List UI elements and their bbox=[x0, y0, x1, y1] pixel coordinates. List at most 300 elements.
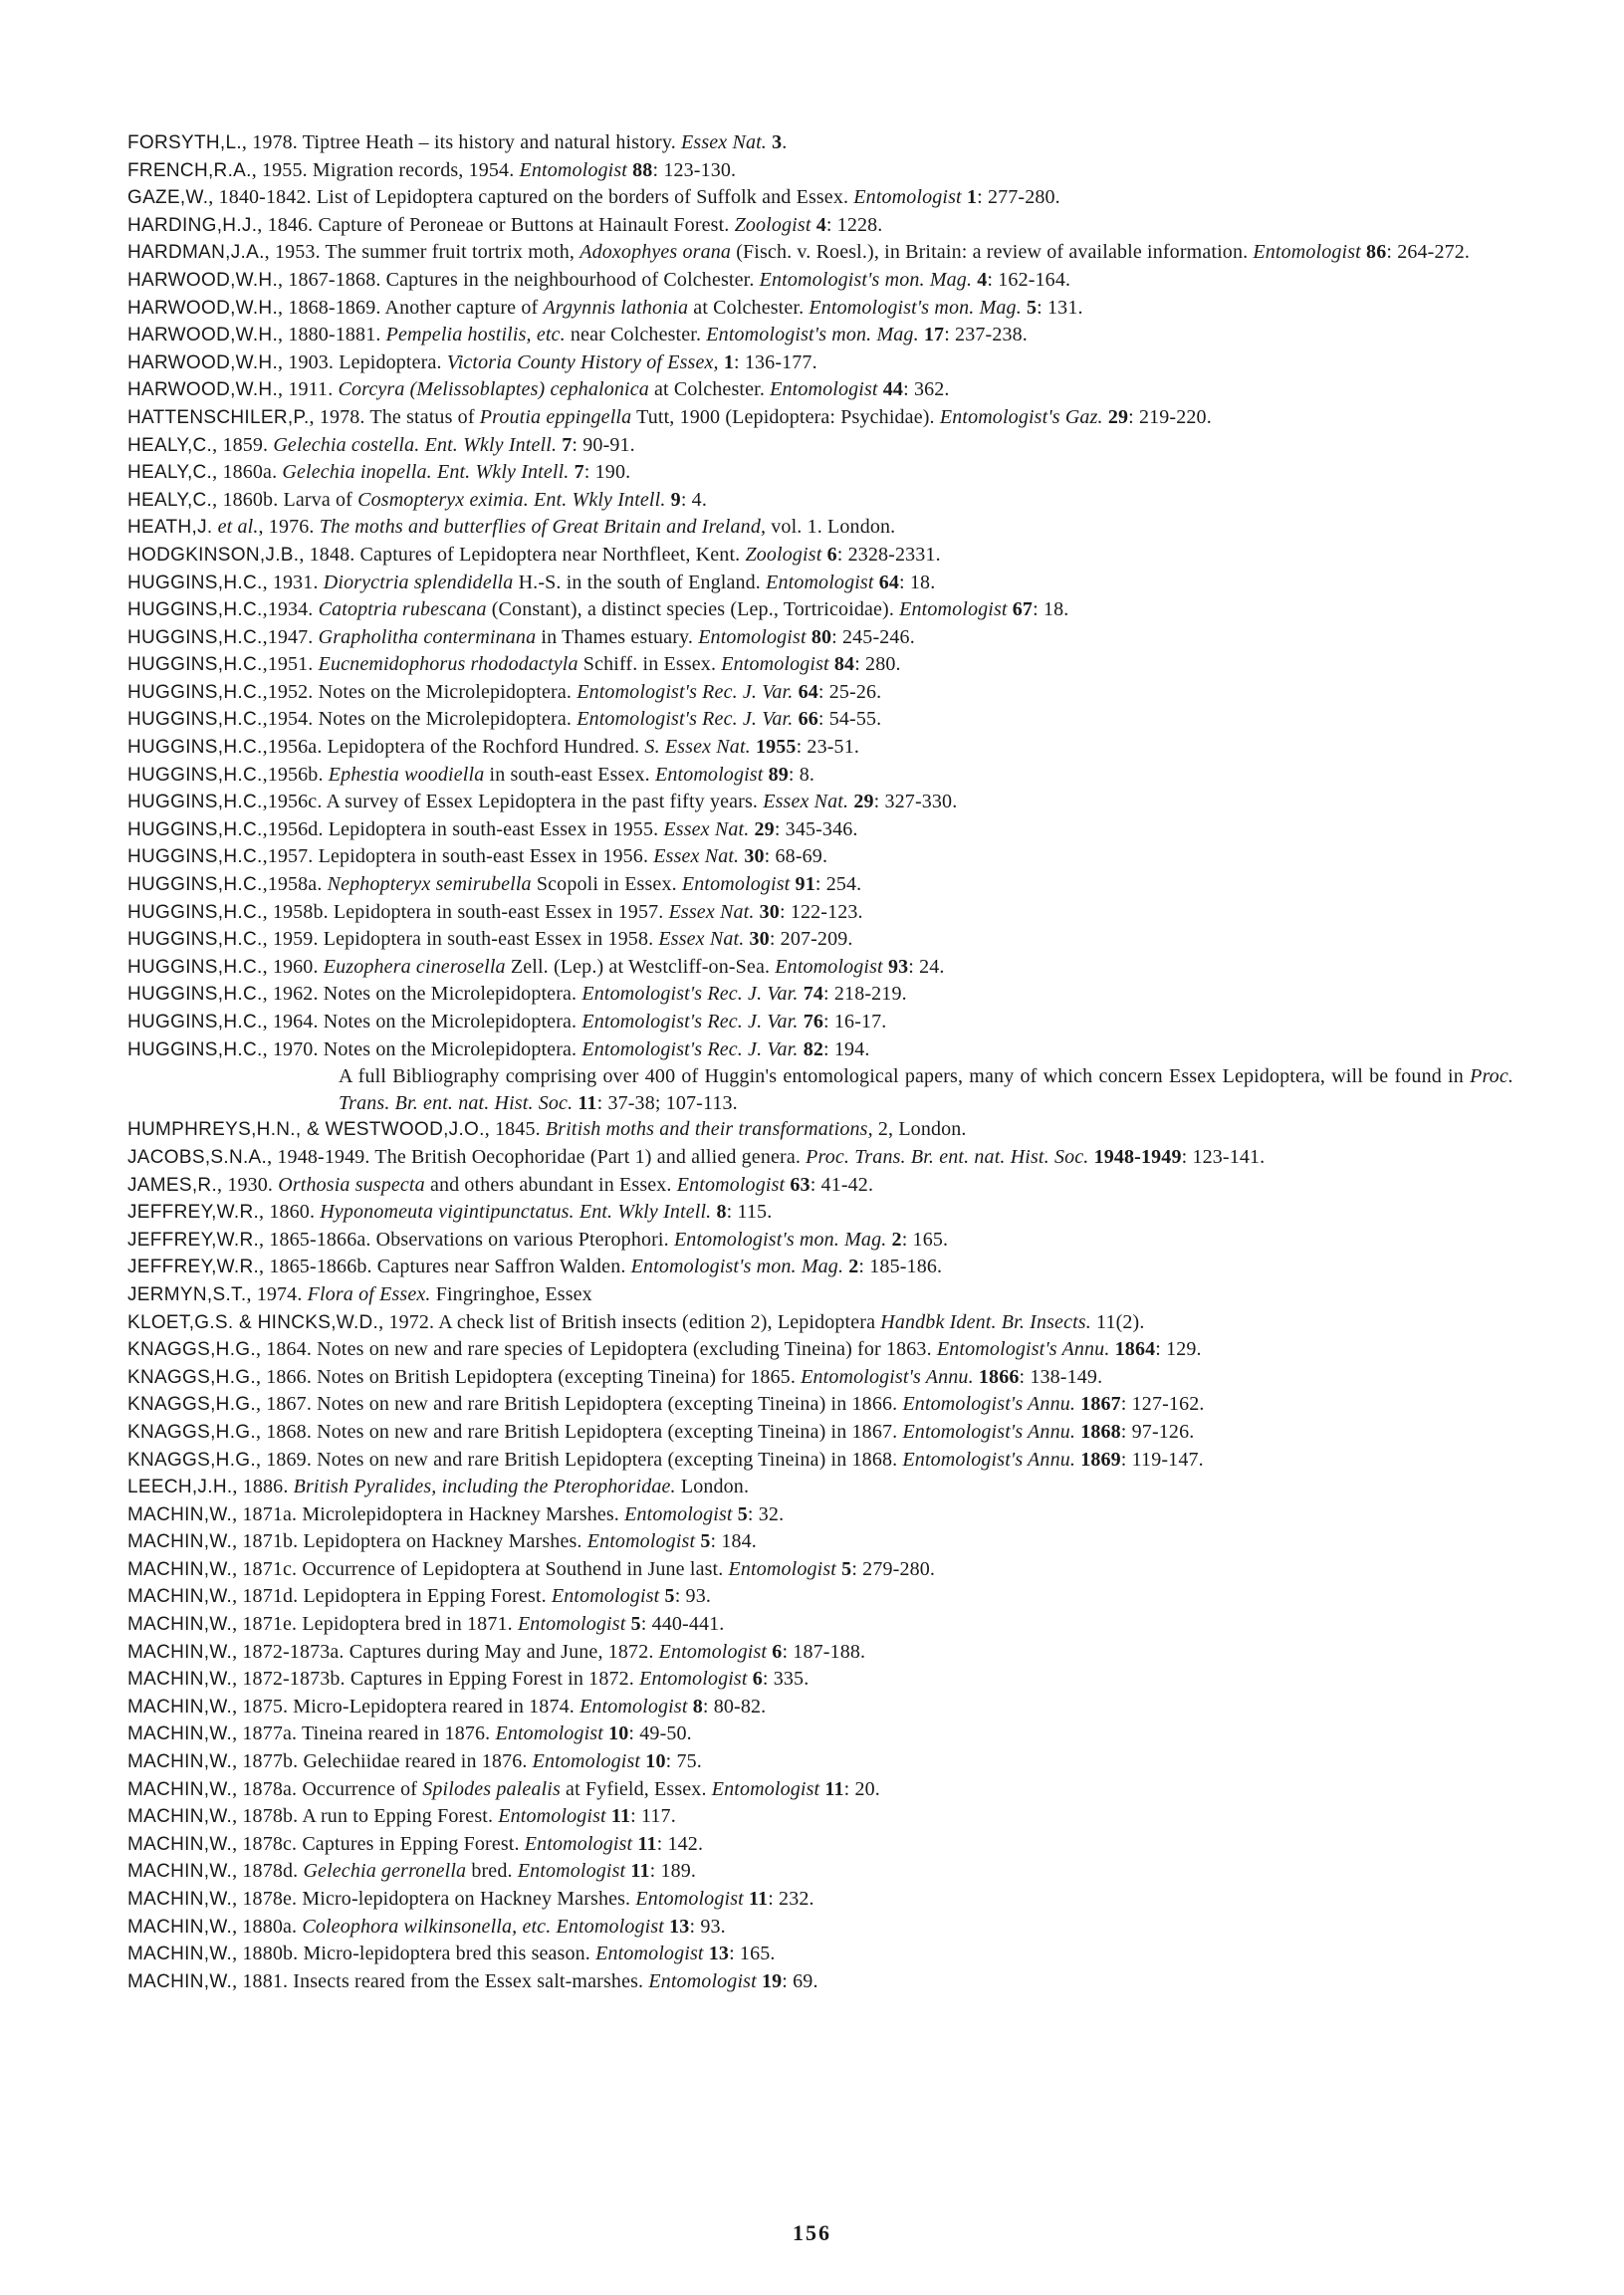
entry-text: , 1860. bbox=[259, 1201, 321, 1224]
bibliography-entry bbox=[127, 1281, 1513, 1309]
entry-volume: 5 bbox=[700, 1530, 711, 1553]
bibliography-entry bbox=[127, 1968, 1513, 1996]
entry-volume: 11 bbox=[610, 1805, 631, 1828]
entry-italic-text: Proutia eppingella bbox=[479, 405, 632, 428]
entry-italic-text: Entomologist bbox=[853, 186, 962, 209]
entry-italic-text: Zoologist bbox=[734, 213, 812, 236]
entry-text: , 1962. Notes on the Microlepidoptera. bbox=[262, 983, 582, 1006]
entry-text: : 187-188. bbox=[782, 1640, 866, 1663]
entry-text: : 4. bbox=[680, 488, 707, 511]
entry-text: : 32. bbox=[747, 1502, 785, 1525]
entry-author: HARWOOD,W.H. bbox=[127, 351, 279, 373]
bibliography-entry bbox=[127, 843, 1513, 871]
entry-italic-text: Gelechia inopella. Ent. Wkly Intell. bbox=[282, 461, 570, 484]
entry-volume: 19 bbox=[761, 1969, 783, 1992]
entry-text: , 1964. Notes on the Microlepidoptera. bbox=[262, 1011, 582, 1033]
entry-italic-text: S. Essex Nat. bbox=[644, 736, 751, 759]
entry-author: JEFFREY,W.R. bbox=[127, 1257, 260, 1278]
entry-text: : 115. bbox=[726, 1201, 773, 1224]
entry-text: : 49-50. bbox=[628, 1722, 692, 1745]
entry-text: , 1848. Captures of Lepidoptera near Northfleet, Kent. bbox=[299, 543, 746, 566]
entry-italic-text: British moths and their transformations, bbox=[545, 1118, 873, 1141]
entry-text: : 25-26. bbox=[817, 680, 882, 703]
entry-text: , 1948-1949. The British Oecophoridae (Part 1) and allied genera. bbox=[267, 1145, 807, 1168]
entry-italic-text: Zoologist bbox=[745, 543, 822, 566]
entry-text: : 345-346. bbox=[774, 817, 858, 840]
entry-text: ,1934. bbox=[262, 598, 319, 621]
entry-author: KNAGGS,H.G. bbox=[127, 1421, 256, 1443]
entry-text: . bbox=[782, 131, 788, 153]
entry-volume: 1869 bbox=[1080, 1448, 1121, 1471]
entry-italic-text: Entomologist bbox=[517, 1860, 626, 1883]
entry-author: KNAGGS,H.G. bbox=[127, 1394, 256, 1416]
entry-italic-text: Entomologist bbox=[775, 955, 883, 978]
entry-volume: 1948-1949 bbox=[1093, 1145, 1182, 1168]
entry-author: HARDMAN,J.A. bbox=[127, 242, 265, 264]
entry-author: HUGGINS,H.C. bbox=[127, 1012, 263, 1033]
entry-author: HUGGINS,H.C. bbox=[127, 818, 263, 840]
entry-italic-text: Essex Nat. bbox=[653, 845, 740, 868]
entry-italic-text: Entomologist's mon. Mag. bbox=[809, 296, 1022, 319]
entry-italic-text: Entomologist bbox=[524, 1832, 633, 1855]
entry-volume: 66 bbox=[798, 708, 818, 731]
entry-italic-text: Entomologist bbox=[519, 158, 627, 181]
bibliography-entry bbox=[127, 349, 1513, 377]
entry-italic-text: Entomologist's Annu. bbox=[936, 1338, 1110, 1361]
entry-author: HUGGINS,H.C. bbox=[127, 901, 263, 923]
entry-text: , 1845. bbox=[484, 1118, 546, 1141]
entry-author: HUGGINS,H.C. bbox=[127, 984, 263, 1006]
entry-text: vol. 1. London. bbox=[766, 516, 896, 539]
entry-author: KNAGGS,H.G. bbox=[127, 1449, 256, 1471]
entry-volume: 64 bbox=[798, 680, 818, 703]
bibliography-entry bbox=[127, 1419, 1513, 1447]
entry-volume: 64 bbox=[878, 571, 900, 593]
entry-text: , 1878b. A run to Epping Forest. bbox=[232, 1805, 499, 1828]
entry-author: HUGGINS,H.C. bbox=[127, 874, 263, 896]
entry-italic-text: Entomologist bbox=[556, 1915, 664, 1938]
entry-text: , 1871a. Microlepidoptera in Hackney Marshes. bbox=[232, 1502, 625, 1525]
entry-author: MACHIN,W. bbox=[127, 1586, 233, 1608]
bibliography-entry bbox=[127, 542, 1513, 570]
entry-italic-text: Nephopteryx semirubella bbox=[327, 873, 532, 896]
entry-volume: 67 bbox=[1012, 598, 1034, 621]
entry-author: HARWOOD,W.H. bbox=[127, 325, 279, 346]
entry-italic-text: Entomologist bbox=[1253, 241, 1361, 264]
entry-italic-text: Entomologist bbox=[595, 1943, 704, 1965]
bibliography-entry bbox=[127, 570, 1513, 597]
entry-volume: 4 bbox=[815, 213, 826, 236]
entry-text: : 18. bbox=[1033, 598, 1069, 621]
entry-text: , 1881. Insects reared from the Essex salt-marshes. bbox=[232, 1969, 649, 1992]
entry-italic-text: Entomologist bbox=[711, 1777, 820, 1800]
entry-text: (Constant), a distinct species (Lep., Tortricoidae). bbox=[486, 598, 900, 621]
bibliography-entry bbox=[127, 762, 1513, 790]
bibliography-entry bbox=[127, 1776, 1513, 1804]
entry-text: , 1867. Notes on new and rare British Lepidoptera (excepting Tineina) in 1866. bbox=[255, 1393, 903, 1416]
bibliography-entry bbox=[127, 1447, 1513, 1475]
entry-italic-text: Gelechia costella. Ent. Wkly Intell. bbox=[273, 433, 558, 456]
entry-volume: 44 bbox=[882, 378, 904, 401]
entry-italic-text: Entomologist bbox=[676, 1173, 786, 1196]
entry-volume: 63 bbox=[790, 1173, 811, 1196]
entry-text: ,1956a. Lepidoptera of the Rochford Hundred. bbox=[262, 736, 645, 759]
entry-italic-text: Essex Nat. bbox=[668, 900, 755, 923]
entry-author: KLOET,G.S. & HINCKS,W.D. bbox=[127, 1311, 379, 1333]
entry-author: JAMES,R. bbox=[127, 1174, 218, 1196]
entry-volume: 11 bbox=[578, 1091, 597, 1114]
entry-italic-text: Ephestia woodiella bbox=[328, 763, 485, 786]
entry-author: HUGGINS,H.C. bbox=[127, 764, 263, 786]
entry-author: HARWOOD,W.H. bbox=[127, 297, 279, 319]
bibliography-entry bbox=[127, 239, 1513, 267]
entry-author: HARDING,H.J. bbox=[127, 214, 258, 236]
entry-text: ,1957. Lepidoptera in south-east Essex in 1956. bbox=[262, 845, 654, 868]
entry-text: , 1846. Capture of Peroneae or Buttons at Hainault Forest. bbox=[257, 213, 735, 236]
bibliography-entry bbox=[127, 1336, 1513, 1364]
entry-volume: 93 bbox=[887, 955, 909, 978]
entry-italic-text: Entomologist bbox=[654, 763, 764, 786]
entry-text: : 18. bbox=[899, 571, 936, 593]
entry-italic-text: Grapholitha conterminana bbox=[318, 625, 537, 648]
entry-text: : 219-220. bbox=[1128, 405, 1212, 428]
entry-author: HARWOOD,W.H. bbox=[127, 379, 279, 401]
entry-text: ,1956b. bbox=[262, 763, 329, 786]
entry-text: , 1865-1866b. Captures near Saffron Walden. bbox=[259, 1256, 631, 1278]
entry-text: ,1954. Notes on the Microlepidoptera. bbox=[262, 708, 578, 731]
entry-italic-text: Essex Nat. bbox=[663, 817, 750, 840]
entry-volume: 1864 bbox=[1114, 1338, 1156, 1361]
bibliography-entry bbox=[127, 1556, 1513, 1584]
entry-volume: 8 bbox=[716, 1201, 727, 1224]
entry-text: ,1956d. Lepidoptera in south-east Essex in 1955. bbox=[262, 817, 664, 840]
entry-text: Fingringhoe, Essex bbox=[430, 1282, 592, 1305]
bibliography-entry bbox=[127, 1009, 1513, 1036]
entry-italic-text: Essex Nat. bbox=[658, 928, 745, 951]
entry-text: Scopoli in Essex. bbox=[531, 873, 682, 896]
entry-volume: 9 bbox=[670, 488, 681, 511]
entry-text: , 1959. Lepidoptera in south-east Essex in 1958. bbox=[262, 928, 659, 951]
entry-italic-text: Hyponomeuta vigintipunctatus. Ent. Wkly Intell. bbox=[320, 1201, 712, 1224]
entry-text: : 97-126. bbox=[1120, 1420, 1195, 1443]
entry-text: , 1911. bbox=[278, 378, 339, 401]
entry-text: , 1955. Migration records, 1954. bbox=[251, 158, 520, 181]
entry-text: : 131. bbox=[1037, 296, 1083, 319]
entry-italic-text: Cosmopteryx eximia. Ent. Wkly Intell. bbox=[357, 488, 666, 511]
entry-text: , 1875. Micro-Lepidoptera reared in 1874. bbox=[232, 1695, 580, 1718]
entry-italic-text: Entomologist bbox=[648, 1969, 757, 1992]
bibliography-entry bbox=[127, 459, 1513, 487]
entry-author: MACHIN,W. bbox=[127, 1889, 233, 1910]
bibliography-entry bbox=[127, 926, 1513, 954]
entry-author: LEECH,J.H. bbox=[127, 1477, 233, 1498]
entry-italic-text: Catoptria rubescana bbox=[318, 598, 487, 621]
entry-volume: 6 bbox=[772, 1640, 783, 1663]
entry-text: : 80-82. bbox=[702, 1695, 767, 1718]
entry-text: : 279-280. bbox=[851, 1557, 936, 1580]
entry-text: : 190. bbox=[583, 461, 631, 484]
bibliography-entry bbox=[127, 1391, 1513, 1419]
entry-text: , 1867-1868. Captures in the neighbourhood of Colchester. bbox=[278, 268, 760, 291]
entry-text: ,1958a. bbox=[262, 873, 328, 896]
entry-text: : 165. bbox=[729, 1943, 776, 1965]
entry-text: : 165. bbox=[901, 1228, 949, 1251]
entry-italic-text: Entomologist's mon. Mag. bbox=[673, 1228, 887, 1251]
entry-author: JACOBS,S.N.A. bbox=[127, 1146, 268, 1168]
entry-author: GAZE,W. bbox=[127, 187, 209, 209]
entry-text: , 1871e. Lepidoptera bred in 1871. bbox=[232, 1613, 518, 1636]
bibliography-entry bbox=[127, 1116, 1513, 1144]
entry-italic-text: Entomologist's Rec. J. Var. bbox=[577, 680, 794, 703]
bibliography-entry bbox=[127, 1611, 1513, 1639]
bibliography-entry bbox=[127, 596, 1513, 624]
entry-italic-text: Entomologist's Rec. J. Var. bbox=[577, 708, 794, 731]
entry-text: : 162-164. bbox=[987, 268, 1071, 291]
entry-text: : 189. bbox=[649, 1860, 697, 1883]
entry-italic-text: Entomologist's Rec. J. Var. bbox=[581, 1011, 799, 1033]
entry-volume: 5 bbox=[737, 1502, 748, 1525]
bibliography-entry bbox=[127, 1666, 1513, 1694]
entry-italic-text: Entomologist bbox=[899, 598, 1008, 621]
entry-text: , 1878a. Occurrence of bbox=[232, 1777, 423, 1800]
entry-text: , 1865-1866a. Observations on various Pterophori. bbox=[259, 1228, 674, 1251]
entry-author: HUGGINS,H.C. bbox=[127, 846, 263, 868]
entry-text: : 119-147. bbox=[1120, 1448, 1204, 1471]
bibliography-entry bbox=[127, 1036, 1513, 1064]
bibliography-entry bbox=[127, 1528, 1513, 1556]
bibliography-entry bbox=[127, 679, 1513, 707]
entry-author: HUGGINS,H.C. bbox=[127, 929, 263, 951]
entry-text: ,1947. bbox=[262, 625, 319, 648]
entry-italic-text: Entomologist bbox=[698, 625, 807, 648]
entry-text: in Thames estuary. bbox=[536, 625, 699, 648]
entry-text: : 440-441. bbox=[640, 1613, 725, 1636]
bibliography-entry bbox=[127, 624, 1513, 652]
entry-volume: 5 bbox=[630, 1613, 641, 1636]
entry-italic-text: Coleophora wilkinsonella, etc. bbox=[302, 1915, 552, 1938]
entry-italic-text: Entomologist's Gaz. bbox=[939, 405, 1103, 428]
bibliography-entry bbox=[127, 376, 1513, 404]
entry-volume: 7 bbox=[562, 433, 573, 456]
entry-italic-text: Adoxophyes orana bbox=[580, 241, 732, 264]
entry-text: : 75. bbox=[665, 1750, 702, 1773]
entry-author: HUGGINS,H.C. bbox=[127, 792, 263, 813]
bibliography-entry bbox=[127, 1941, 1513, 1968]
bibliography-list bbox=[127, 129, 1513, 1995]
entry-volume: 5 bbox=[841, 1557, 852, 1580]
bibliography-entry bbox=[127, 816, 1513, 844]
entry-volume: 6 bbox=[752, 1668, 763, 1691]
entry-italic-text: Entomologist bbox=[551, 1585, 660, 1608]
entry-italic-text: Entomologist's Annu. bbox=[902, 1393, 1076, 1416]
entry-volume: 13 bbox=[669, 1915, 690, 1938]
bibliography-entry bbox=[127, 1254, 1513, 1281]
entry-text: : 185-186. bbox=[858, 1256, 943, 1278]
entry-text: 2, London. bbox=[872, 1118, 967, 1141]
entry-text: Schiff. in Essex. bbox=[578, 653, 722, 676]
entry-text: , 1886. bbox=[232, 1476, 294, 1498]
entry-italic-text: Entomologist bbox=[517, 1613, 626, 1636]
bibliography-entry bbox=[127, 871, 1513, 899]
bibliography-entry bbox=[127, 1721, 1513, 1748]
bibliography-entry bbox=[127, 129, 1513, 157]
entry-italic-text: Proc. Trans. Br. ent. nat. Hist. Soc. bbox=[339, 1065, 1513, 1114]
entry-text: : 90-91. bbox=[572, 433, 635, 456]
entry-italic-text: Entomologist bbox=[580, 1695, 688, 1718]
entry-author: MACHIN,W. bbox=[127, 1833, 233, 1855]
entry-text: at Colchester. bbox=[688, 296, 810, 319]
bibliography-entry bbox=[127, 789, 1513, 816]
entry-text: , 1866. Notes on British Lepidoptera (excepting Tineina) for 1865. bbox=[255, 1365, 802, 1388]
entry-text: : 184. bbox=[710, 1530, 757, 1553]
bibliography-entry bbox=[127, 404, 1513, 432]
entry-author: HATTENSCHILER,P. bbox=[127, 406, 310, 428]
entry-italic-text: Entomologist bbox=[766, 571, 874, 593]
entry-text: , 1972. A check list of British insects (edition 2), Lepidoptera bbox=[378, 1310, 881, 1333]
entry-text: , 1878e. Micro-lepidoptera on Hackney Marshes. bbox=[232, 1888, 636, 1910]
entry-volume: 2 bbox=[891, 1228, 902, 1251]
entry-text: , 1840-1842. List of Lepidoptera captured on the borders of Suffolk and Essex. bbox=[208, 186, 854, 209]
entry-italic-text: Orthosia suspecta bbox=[278, 1173, 425, 1196]
entry-volume: 4 bbox=[977, 268, 988, 291]
entry-italic-text: Entomologist bbox=[639, 1668, 748, 1691]
entry-italic-text: Entomologist bbox=[532, 1750, 641, 1773]
entry-text: Zell. (Lep.) at Westcliff-on-Sea. bbox=[505, 955, 776, 978]
entry-italic-text: Entomologist bbox=[770, 378, 878, 401]
entry-text: , 1872-1873a. Captures during May and June, 1872. bbox=[232, 1640, 659, 1663]
entry-text: : 20. bbox=[843, 1777, 880, 1800]
entry-italic-text: Gelechia gerronella bbox=[303, 1860, 467, 1883]
entry-italic-text: Essex Nat. bbox=[681, 131, 767, 153]
entry-italic-text: Entomologist bbox=[498, 1805, 606, 1828]
entry-text: , 1869. Notes on new and rare British Lepidoptera (excepting Tineina) in 1868. bbox=[255, 1448, 903, 1471]
entry-text: at Fyfield, Essex. bbox=[560, 1777, 712, 1800]
entry-italic-text: Pempelia hostilis, etc. bbox=[385, 324, 566, 346]
entry-text: : 41-42. bbox=[810, 1173, 874, 1196]
entry-text: : 123-130. bbox=[652, 158, 737, 181]
bibliography-entry bbox=[127, 651, 1513, 679]
entry-italic-text: Essex Nat. bbox=[763, 791, 849, 813]
entry-author: HUGGINS,H.C. bbox=[127, 572, 263, 593]
entry-volume: 80 bbox=[811, 625, 832, 648]
bibliography-entry bbox=[127, 1583, 1513, 1611]
entry-author: JEFFREY,W.R. bbox=[127, 1229, 260, 1251]
entry-author: MACHIN,W. bbox=[127, 1970, 233, 1992]
entry-italic-text: Entomologist's Annu. bbox=[801, 1365, 974, 1388]
entry-text: : 218-219. bbox=[823, 983, 907, 1006]
entry-author: HUGGINS,H.C. bbox=[127, 1038, 263, 1060]
entry-italic-text: Entomologist bbox=[658, 1640, 768, 1663]
entry-volume: 2 bbox=[848, 1256, 859, 1278]
entry-author: JEFFREY,W.R. bbox=[127, 1202, 260, 1224]
entry-text: , 1970. Notes on the Microlepidoptera. bbox=[262, 1037, 582, 1060]
entry-author: JERMYN,S.T. bbox=[127, 1283, 247, 1305]
entry-author: MACHIN,W. bbox=[127, 1806, 233, 1828]
entry-text: : 232. bbox=[768, 1888, 814, 1910]
entry-text: Tutt, 1900 (Lepidoptera: Psychidae). bbox=[631, 405, 940, 428]
bibliography-entry bbox=[127, 1694, 1513, 1721]
entry-author: MACHIN,W. bbox=[127, 1503, 233, 1525]
entry-author: HEALY,C. bbox=[127, 489, 213, 511]
entry-volume: 3 bbox=[772, 131, 783, 153]
entry-author: HUGGINS,H.C. bbox=[127, 956, 263, 978]
entry-author: MACHIN,W. bbox=[127, 1696, 233, 1718]
entry-author: HEALY,C. bbox=[127, 462, 213, 484]
entry-volume: 76 bbox=[803, 1011, 824, 1033]
entry-volume: 11 bbox=[637, 1832, 657, 1855]
entry-text: , 1958b. Lepidoptera in south-east Essex in 1957. bbox=[262, 900, 669, 923]
bibliography-entry bbox=[127, 322, 1513, 349]
entry-author: FORSYTH,L. bbox=[127, 132, 242, 153]
bibliography-entry bbox=[127, 1886, 1513, 1914]
entry-volume: 10 bbox=[608, 1722, 629, 1745]
entry-text: and others abundant in Essex. bbox=[424, 1173, 677, 1196]
entry-text: : 122-123. bbox=[779, 900, 863, 923]
entry-text: : 117. bbox=[630, 1805, 676, 1828]
entry-author: KNAGGS,H.G. bbox=[127, 1339, 256, 1361]
bibliography-entry bbox=[127, 1172, 1513, 1200]
entry-text: : 194. bbox=[823, 1037, 870, 1060]
entry-volume: 1868 bbox=[1080, 1420, 1121, 1443]
bibliography-entry bbox=[127, 1474, 1513, 1501]
entry-text: , 1871d. Lepidoptera in Epping Forest. bbox=[232, 1585, 552, 1608]
entry-text: : 37-38; 107-113. bbox=[596, 1091, 738, 1114]
bibliography-entry bbox=[127, 706, 1513, 734]
entry-text: ,1956c. A survey of Essex Lepidoptera in the past fifty years. bbox=[262, 791, 764, 813]
entry-text: , 1877b. Gelechiidae reared in 1876. bbox=[232, 1750, 533, 1773]
entry-author: FRENCH,R.A. bbox=[127, 159, 252, 181]
entry-author: HEATH,J. bbox=[127, 517, 213, 539]
entry-italic-text: Entomologist bbox=[635, 1888, 744, 1910]
bibliography-entry bbox=[127, 1309, 1513, 1337]
entry-text: , 1864. Notes on new and rare species of Lepidoptera (excluding Tineina) for 1863. bbox=[255, 1338, 937, 1361]
entry-italic-text: Entomologist bbox=[681, 873, 791, 896]
entry-text: ,1952. Notes on the Microlepidoptera. bbox=[262, 680, 578, 703]
entry-text: : 2328-2331. bbox=[836, 543, 941, 566]
entry-text: bred. bbox=[466, 1860, 518, 1883]
entry-volume: 89 bbox=[768, 763, 789, 786]
bibliography-entry bbox=[127, 1501, 1513, 1529]
entry-italic-text: Entomologist's mon. Mag. bbox=[759, 268, 973, 291]
entry-author: HUGGINS,H.C. bbox=[127, 626, 263, 648]
entry-italic-text: British Pyralides, including the Pterophoridae. bbox=[293, 1476, 676, 1498]
entry-text: (Fisch. v. Roesl.), in Britain: a review of available information. bbox=[731, 241, 1254, 264]
entry-volume: 86 bbox=[1366, 241, 1387, 264]
bibliography-entry bbox=[127, 514, 1513, 542]
entry-text: A full Bibliography comprising over 400 of Huggin's entomological papers, many of which concern Essex Lepidoptera, will be found in bbox=[339, 1065, 1471, 1088]
bibliography-entry bbox=[127, 1199, 1513, 1227]
entry-author: MACHIN,W. bbox=[127, 1614, 233, 1636]
bibliography-note bbox=[127, 1063, 1513, 1116]
entry-text: , 1877a. Tineina reared in 1876. bbox=[232, 1722, 496, 1745]
entry-text: H.-S. in the south of England. bbox=[513, 571, 767, 593]
bibliography-entry bbox=[127, 1227, 1513, 1255]
entry-italic-text: Dioryctria splendidella bbox=[323, 571, 514, 593]
entry-author: HODGKINSON,J.B. bbox=[127, 544, 300, 566]
bibliography-entry bbox=[127, 734, 1513, 762]
entry-volume: 11 bbox=[630, 1860, 650, 1883]
entry-text: : 327-330. bbox=[873, 791, 958, 813]
entry-author: MACHIN,W. bbox=[127, 1641, 233, 1663]
entry-italic-text: Eucnemidophorus rhododactyla bbox=[318, 653, 579, 676]
entry-author: HUMPHREYS,H.N., & WESTWOOD,J.O. bbox=[127, 1119, 485, 1141]
entry-text: , 1880-1881. bbox=[278, 324, 386, 346]
bibliography-entry bbox=[127, 267, 1513, 295]
entry-italic-text: Corcyra (Melissoblaptes) cephalonica bbox=[338, 378, 649, 401]
entry-text: , 1974. bbox=[246, 1282, 308, 1305]
entry-volume: 30 bbox=[759, 900, 780, 923]
entry-volume: 74 bbox=[803, 983, 824, 1006]
